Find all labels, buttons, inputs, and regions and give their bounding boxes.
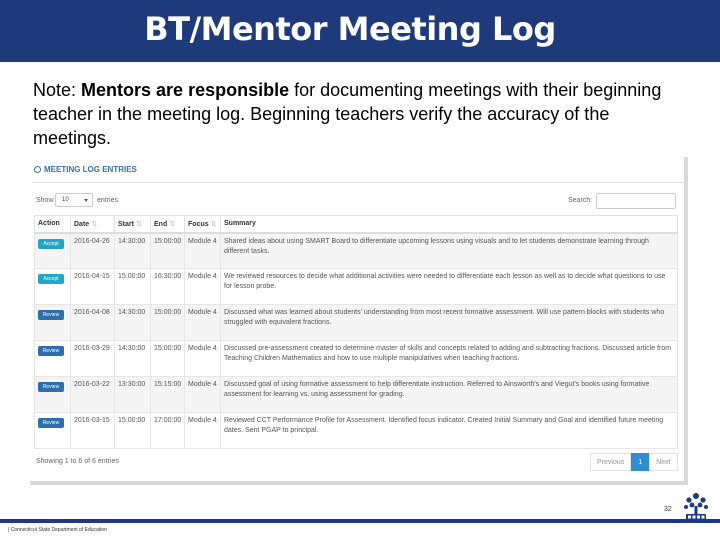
summary-cell: Discussed what was learned about students' understanding from most recent formative assessment. Will use pattern blocks with students who struggled with equivalent fractions. [221, 305, 678, 341]
table-info: Showing 1 to 6 of 6 entries [36, 458, 119, 465]
next-page-button[interactable]: Next [649, 453, 677, 471]
previous-page-button[interactable]: Previous [590, 453, 631, 471]
search-input[interactable] [596, 193, 676, 209]
action-cell [35, 341, 71, 377]
date-cell: 2016-04-26 [71, 233, 115, 269]
show-label: Show [36, 197, 54, 204]
col-header-action[interactable]: Action [35, 216, 71, 233]
col-header-focus[interactable]: Focus ⇅ [185, 216, 221, 233]
action-cell [35, 269, 71, 305]
review-button[interactable]: Review [38, 382, 64, 392]
table-header-row [35, 216, 678, 233]
action-cell [35, 377, 71, 413]
review-button[interactable]: Review [38, 418, 64, 428]
action-cell [35, 413, 71, 449]
focus-cell: Module 4 [185, 305, 221, 341]
focus-cell: Module 4 [185, 341, 221, 377]
accept-button[interactable]: Accept [38, 274, 64, 284]
note-prefix: Note: [33, 80, 82, 100]
action-cell [35, 305, 71, 341]
note-text [33, 78, 683, 150]
start-cell: 14:30:00 [115, 305, 151, 341]
summary-cell: Discussed goal of using formative assessment to help differentiate instruction. Referred to Ainsworth's and Viegut's books using formative assessment for learning vs. using assessment for grading. [221, 377, 678, 413]
start-cell: 14:30:00 [115, 341, 151, 377]
search-icon [34, 166, 41, 173]
page-1-button[interactable]: 1 [631, 453, 649, 471]
summary-cell: Shared ideas about using SMART Board to differentiate upcoming lessons using visuals and to let students demonstrate learning through different tasks. [221, 233, 678, 269]
col-header-start[interactable]: Start ⇅ [115, 216, 151, 233]
note-bold: Mentors are responsible [81, 80, 290, 100]
date-cell: 2016-03-29 [71, 341, 115, 377]
entries-label: entries [97, 197, 119, 204]
accept-button[interactable]: Accept [38, 239, 64, 249]
start-cell: 15:00:00 [115, 269, 151, 305]
summary-cell: Discussed pre-assessment created to determine master of skills and concepts related to adding and subtracting fractions. Discussed article from Teaching Children Mathematics and how to use multiple manipulatives when teaching fractions. [221, 341, 678, 377]
table-row [35, 269, 678, 305]
action-cell [35, 233, 71, 269]
date-cell: 2016-04-08 [71, 305, 115, 341]
note-rest: for documenting meetings with their beginning teacher in the meeting log. Beginning teachers verify the accuracy of the meetings. [33, 80, 662, 148]
footer-text: | Connecticut State Department of Education [8, 527, 107, 533]
date-cell: 2016-04-15 [71, 269, 115, 305]
table-row [35, 233, 678, 269]
header-divider [32, 182, 684, 183]
summary-cell: We reviewed resources to decide what additional activities were needed to differentiate each lesson as well as to decide what questions to use for lesson probe. [221, 269, 678, 305]
meeting-log-screenshot [30, 157, 688, 485]
focus-cell: Module 4 [185, 269, 221, 305]
csde-logo-icon [680, 490, 712, 522]
start-cell: 15:00:00 [115, 413, 151, 449]
start-cell: 13:30:00 [115, 377, 151, 413]
meeting-log-table [34, 215, 678, 449]
review-button[interactable]: Review [38, 346, 64, 356]
col-header-summary[interactable]: Summary [221, 216, 678, 233]
chevron-down-icon [84, 199, 88, 202]
entries-per-page-value: 10 [62, 197, 69, 203]
col-header-end[interactable]: End ⇅ [151, 216, 185, 233]
log-header-label: MEETING LOG ENTRIES [44, 165, 137, 174]
date-cell: 2016-03-15 [71, 413, 115, 449]
summary-cell: Reviewed CCT Performance Profile for Assessment. Identified focus indicator. Created Initial Summary and Goal and identified future meeting dates. Sent PGAP to principal. [221, 413, 678, 449]
date-cell: 2016-03-22 [71, 377, 115, 413]
col-header-date[interactable]: Date ⇅ [71, 216, 115, 233]
end-cell: 15:00:00 [151, 305, 185, 341]
slide-title: BT/Mentor Meeting Log [144, 10, 556, 48]
search-label: Search: [568, 197, 593, 204]
focus-cell: Module 4 [185, 377, 221, 413]
table-row [35, 305, 678, 341]
start-cell: 14:30:00 [115, 233, 151, 269]
pagination [590, 453, 678, 471]
page-number: 32 [664, 506, 672, 513]
focus-cell: Module 4 [185, 413, 221, 449]
table-row [35, 377, 678, 413]
end-cell: 15:00:00 [151, 341, 185, 377]
entries-per-page-select[interactable] [55, 193, 93, 207]
table-row [35, 341, 678, 377]
log-header [34, 165, 137, 174]
end-cell: 16:30:00 [151, 269, 185, 305]
footer-divider [0, 519, 720, 523]
end-cell: 15:15:00 [151, 377, 185, 413]
focus-cell: Module 4 [185, 233, 221, 269]
end-cell: 17:00:00 [151, 413, 185, 449]
table-row [35, 413, 678, 449]
review-button[interactable]: Review [38, 310, 64, 320]
end-cell: 15:00:00 [151, 233, 185, 269]
